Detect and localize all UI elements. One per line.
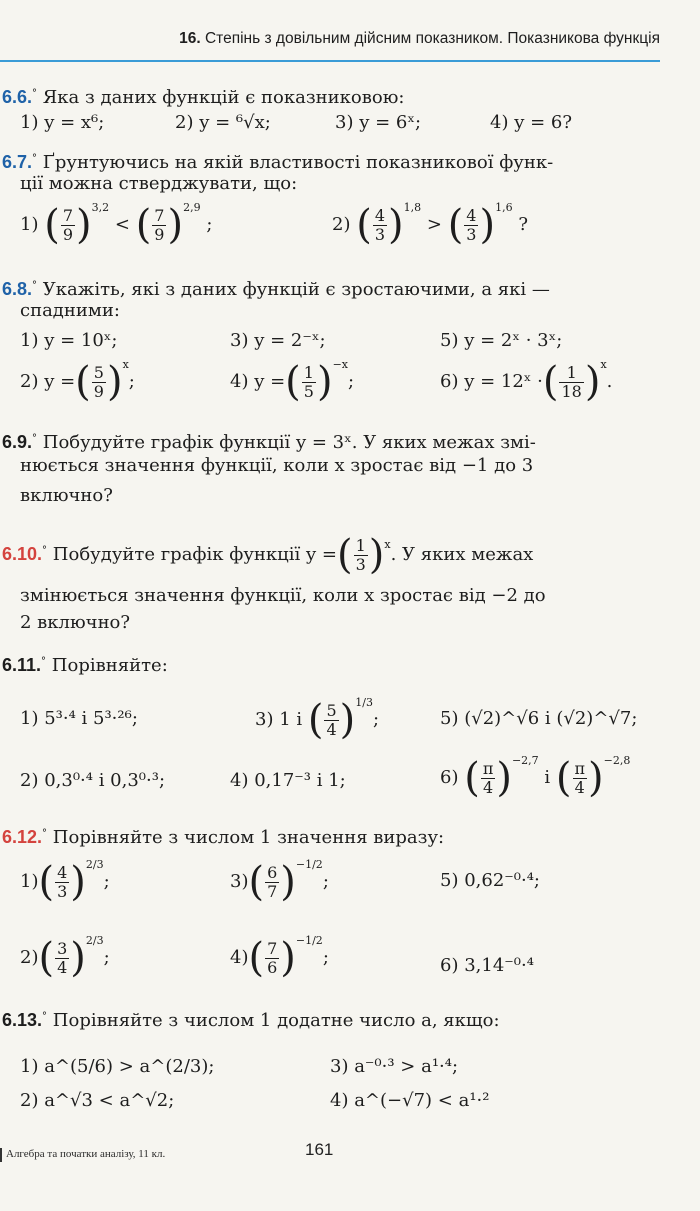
difficulty-mark: ° (42, 545, 48, 556)
item-2: 2) ( $\frac{4}{3}$ )$^{1,8}$ > ( $\frac{4}{3}$ )$^{1,6}$ ? (332, 201, 528, 248)
numerator: π (482, 758, 494, 778)
denominator: 6 (267, 957, 278, 977)
exercise-6-10: 6.10.° Побудуйте графік функції y =( $\frac{1}{3}$ )$^x$. У яких межах (2, 532, 534, 578)
exponent: 2/3 (85, 858, 104, 871)
exercise-stem: Побудуйте графік функції y = (52, 544, 337, 565)
numerator: 5 (326, 700, 337, 720)
item-2: 2)( $\frac{3}{4}$ )$^{2/3}$; (20, 934, 110, 981)
exercise-6-13 (2, 1003, 500, 1035)
punct: ? (518, 214, 528, 235)
exercise-stem: Порівняйте з числом 1 додатне число a, якщо: (52, 1010, 500, 1031)
denominator: 18 (561, 381, 582, 401)
denominator: 4 (574, 777, 585, 797)
exercise-stem-cont: 2 включно? (20, 612, 131, 633)
punct: ; (372, 709, 380, 730)
relation: < (114, 214, 130, 235)
item-label: 2) (20, 947, 39, 968)
exponent: −1/2 (295, 934, 323, 947)
option-1: 1) y = x⁶; (20, 112, 105, 133)
denominator: 4 (326, 719, 337, 739)
denominator: 3 (466, 224, 477, 244)
connector: і (544, 767, 551, 788)
numerator: 1 (355, 535, 366, 555)
running-header (0, 30, 660, 48)
exercise-6-12 (2, 820, 444, 852)
header-rule (0, 60, 660, 62)
item-label: 4) (230, 947, 249, 968)
exercise-stem-cont: змінюється значення функції, коли x зростає від −2 до (20, 585, 546, 606)
item-4: 4) y =( $\frac{1}{5}$ )$^{-x}$; (230, 358, 355, 405)
item-label: 6) y = 12ˣ · (440, 371, 543, 392)
item-5: 5) y = 2ˣ · 3ˣ; (440, 330, 563, 351)
item-3: 3)( $\frac{6}{7}$ )$^{-1/2}$; (230, 858, 329, 905)
exponent: 1/3 (355, 696, 373, 709)
item-1: 1) y = 10ˣ; (20, 330, 118, 351)
item-6: 6) 3,14⁻⁰·⁴ (440, 955, 534, 976)
denominator: 9 (62, 224, 74, 244)
option-4: 4) y = 6? (490, 112, 572, 133)
exercise-stem: Яка з даних функцій є показниковою: (42, 87, 405, 108)
exercise-6-6 (2, 80, 404, 112)
exponent: 2,9 (183, 201, 201, 214)
difficulty-mark: ° (32, 280, 38, 291)
exponent: x (600, 358, 607, 371)
denominator: 7 (267, 881, 278, 901)
exercise-number: 6.8. (2, 279, 33, 299)
relation: > (426, 214, 442, 235)
item-2: 2) a^√3 < a^√2; (20, 1090, 175, 1111)
denominator: 9 (93, 381, 104, 401)
numerator: 7 (62, 205, 74, 225)
item-5: 5) (√2)^√6 і (√2)^√7; (440, 708, 638, 729)
item-6: 6) y = 12ˣ ·( $\frac{1}{18}$ )$^x$. (440, 358, 613, 405)
numerator: 1 (559, 364, 583, 383)
exercise-6-9 (2, 425, 536, 457)
section-title: Степінь з довільним дійсним показником. Показникова функція (204, 30, 660, 47)
section-number: 16. (179, 30, 201, 47)
difficulty-mark: ° (32, 153, 38, 164)
denominator: 5 (303, 381, 314, 401)
exercise-stem-cont: включно? (20, 485, 113, 506)
numerator: π (574, 758, 586, 778)
page-number: 161 (305, 1140, 334, 1159)
item-label: 6) (440, 767, 459, 788)
difficulty-mark: ° (32, 433, 38, 444)
exponent: 1,8 (403, 201, 422, 214)
difficulty-mark: ° (42, 1011, 48, 1022)
exercise-number: 6.12. (2, 827, 43, 847)
item-2: 2) y =( $\frac{5}{9}$ )$^x$; (20, 358, 135, 405)
numerator: 3 (57, 938, 68, 958)
item-6: 6) ( $\frac{\pi}{4}$ )$^{-2,7}$ і ( $\frac{\pi}{4}$ )$^{-2,8}$ (440, 754, 631, 801)
item-label: 1) (20, 871, 39, 892)
exercise-stem: Укажіть, які з даних функцій є зростаючими, а які — (42, 279, 550, 300)
exponent: −2,7 (511, 754, 539, 767)
exercise-stem: Побудуйте графік функції y = 3ˣ. У яких межах змі- (42, 432, 536, 453)
denominator: 4 (482, 777, 494, 797)
item-1: 1) ( $\frac{7}{9}$ )$^{3,2}$ < ( $\frac{7}{9}$ )$^{2,9}$ ; (20, 201, 213, 248)
exponent: −2,8 (603, 754, 631, 767)
exponent: −1/2 (295, 858, 323, 871)
item-2: 2) 0,3⁰·⁴ і 0,3⁰·³; (20, 770, 166, 791)
exponent: 1,6 (495, 201, 513, 214)
item-4: 4) a^(−√7) < a¹·² (330, 1090, 490, 1111)
denominator: 3 (374, 224, 386, 244)
exponent: −x (332, 358, 348, 371)
exponent: 2/3 (85, 934, 104, 947)
option-3: 3) y = 6ˣ; (335, 112, 422, 133)
denominator: 3 (355, 554, 366, 574)
difficulty-mark: ° (42, 828, 48, 839)
exercise-stem: Порівняйте: (51, 655, 168, 676)
numerator: 7 (154, 205, 165, 225)
exercise-number: 6.9. (2, 432, 33, 452)
numerator: 5 (93, 362, 104, 382)
item-label: 3) (230, 871, 249, 892)
exercise-number: 6.6. (2, 87, 33, 107)
item-4: 4) 0,17⁻³ і 1; (230, 770, 346, 791)
item-3: 3) 1 і ( $\frac{5}{4}$ )$^{1/3}$; (255, 696, 380, 743)
punct: ; (206, 214, 213, 235)
exercise-number: 6.11. (2, 655, 42, 675)
item-3: 3) y = 2⁻ˣ; (230, 330, 326, 351)
option-2: 2) y = ⁶√x; (175, 112, 271, 133)
item-1: 1) 5³·⁴ і 5³·²⁶; (20, 708, 138, 729)
exercise-6-11 (2, 648, 168, 680)
item-5: 5) 0,62⁻⁰·⁴; (440, 870, 540, 891)
item-4: 4)( $\frac{7}{6}$ )$^{-1/2}$; (230, 934, 329, 981)
difficulty-mark: ° (32, 88, 38, 99)
exercise-stem: Порівняйте з числом 1 значення виразу: (52, 827, 445, 848)
item-label: 3) 1 і (255, 709, 303, 730)
exercise-number: 6.7. (2, 152, 33, 172)
difficulty-mark: ° (41, 656, 47, 667)
exercise-number: 6.13. (2, 1010, 43, 1030)
exponent: 3,2 (91, 201, 110, 214)
item-1: 1) a^(5/6) > a^(2/3); (20, 1056, 215, 1077)
numerator: 4 (57, 862, 68, 882)
item-3: 3) a⁻⁰·³ > a¹·⁴; (330, 1056, 459, 1077)
denominator: 3 (57, 881, 68, 901)
exercise-stem: . У яких межах (390, 544, 534, 565)
exercise-stem-cont: ції можна стверджувати, що: (20, 173, 298, 194)
denominator: 4 (57, 957, 68, 977)
item-label: 2) y = (20, 371, 76, 392)
exercise-stem-cont: нюється значення функції, коли x зростає від −1 до 3 (20, 455, 534, 476)
exercise-number: 6.10. (2, 544, 43, 564)
item-1: 1)( $\frac{4}{3}$ )$^{2/3}$; (20, 858, 110, 905)
numerator: 6 (267, 862, 278, 882)
numerator: 4 (374, 205, 386, 225)
item-label: 1) (20, 214, 39, 235)
denominator: 9 (154, 224, 165, 244)
footer-book-title: Алгебра та початки аналізу, 11 кл. (6, 1148, 166, 1160)
exercise-stem: Ґрунтуючись на якій властивості показникової функ- (42, 152, 554, 173)
numerator: 1 (303, 362, 314, 382)
exponent: x (122, 358, 129, 371)
item-label: 4) y = (230, 371, 286, 392)
footer-mark (0, 1148, 2, 1162)
exercise-stem-cont: спадними: (20, 300, 120, 321)
numerator: 4 (466, 205, 477, 225)
item-label: 2) (332, 214, 351, 235)
exponent: x (384, 538, 391, 551)
numerator: 7 (267, 938, 278, 958)
